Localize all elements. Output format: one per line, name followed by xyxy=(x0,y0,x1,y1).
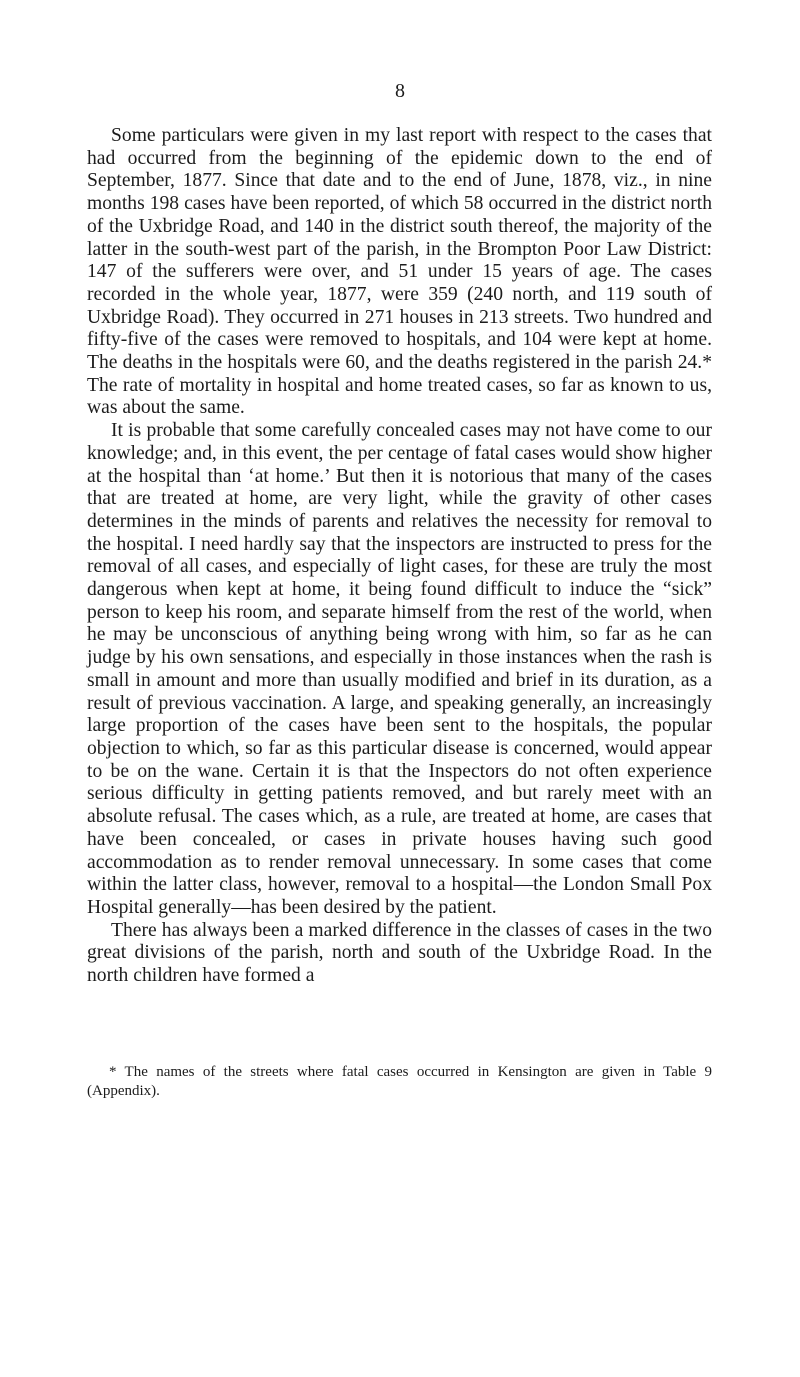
paragraph-epidemic-statistics: Some particulars were given in my last report with respect to the cases that had occurred from the beginning of the epidemic down to the end of September, 1877. Since that date and to the end of June, 1878, viz., in nine months 198 cases have been reported, of which 58 occurred in the district north of the Uxbridge Road, and 140 in the district south thereof, the majority of the latter in the south-west part of the parish, in the Brompton Poor Law District: 147 of the sufferers were over, and 51 under 15 years of age. The cases recorded in the whole year, 1877, were 359 (240 north, and 119 south of Uxbridge Road). They occurred in 271 houses in 213 streets. Two hundred and fifty-five of the cases were removed to hospitals, and 104 were kept at home. The deaths in the hospitals were 60, and the deaths registered in the parish 24.* The rate of mortality in hospital and home treated cases, so far as known to us, was about the same. xyxy=(87,125,712,419)
page-number: 8 xyxy=(395,80,405,102)
paragraph-north-south-difference: There has always been a marked difference in the classes of cases in the two great divisions of the parish, north and south of the Uxbridge Road. In the north children have formed a xyxy=(87,919,712,987)
paragraph-hospital-removal: It is probable that some carefully concealed cases may not have come to our knowledge; and, in this event, the per centage of fatal cases would show higher at the hospital than ‘at home.’ But then it is notorious that many of the cases that are treated at home, are very light, while the gravity of other cases determines in the minds of parents and relatives the necessity for removal to the hospital. I need hardly say that the inspectors are instructed to press for the removal of all cases, and especially of light cases, for these are truly the most dangerous when kept at home, it being found difficult to induce the “sick” person to keep his room, and separate himself from the rest of the world, when he may be unconscious of anything being wrong with him, so far as he can judge by his own sensations, and especially in those instances when the rash is small in amount and more than usually modified and brief in its duration, as a result of previous vaccination. A large, and speaking generally, an increasingly large proportion of the cases have been sent to the hospitals, the popular objection to which, so far as this particular disease is concerned, would appear to be on the wane. Certain it is that the Inspectors do not often experience serious difficulty in getting patients removed, and but rarely meet with an absolute refusal. The cases which, as a rule, are treated at home, are cases that have been concealed, or cases in private houses having such good accommodation as to render removal unnecessary. In some cases that come within the latter class, however, removal to a hospital—the London Small Pox Hospital generally—has been desired by the patient. xyxy=(87,420,712,918)
body-text xyxy=(87,125,712,988)
footnote: * The names of the streets where fatal cases occurred in Kensington are given in Table 9 (Appendix). xyxy=(87,1064,712,1099)
